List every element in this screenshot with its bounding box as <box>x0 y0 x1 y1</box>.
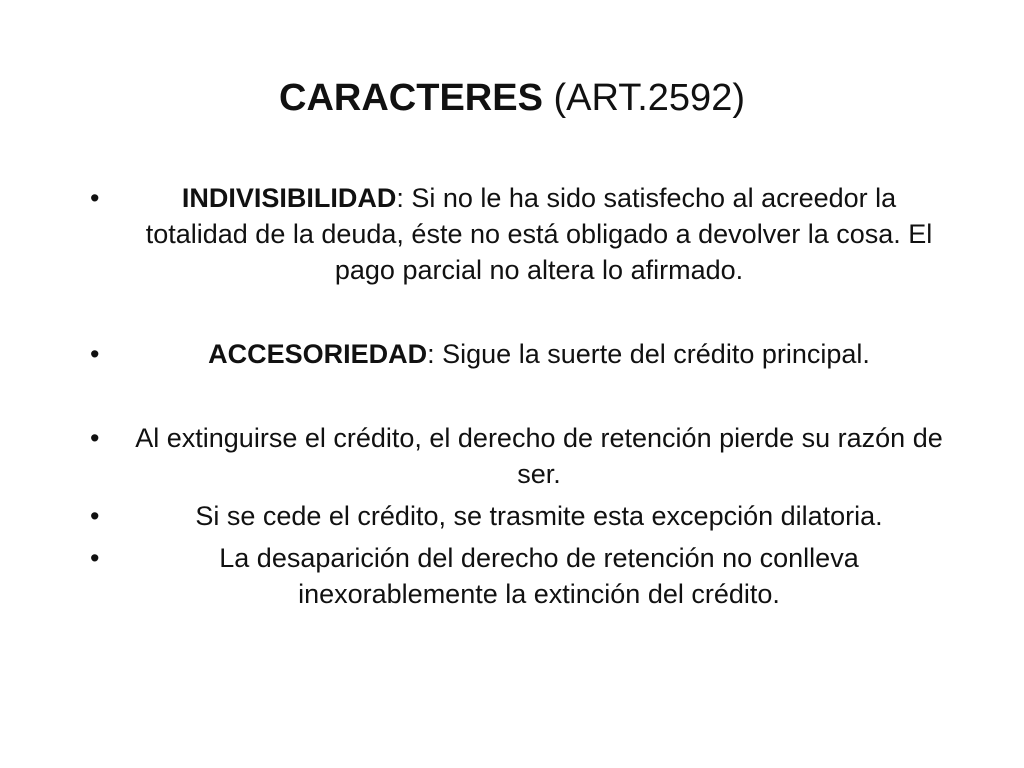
bullet-icon: • <box>90 501 100 531</box>
bullet-icon: • <box>90 543 100 573</box>
slide-title <box>0 72 1024 124</box>
bullet-item-accesoriedad <box>90 336 950 372</box>
title-bold: CARACTERES <box>279 77 543 119</box>
bullet-text: : Si no le ha sido satisfecho al acreedor la totalidad de la deuda, éste no está obligado a devolver la cosa. El pago parcial no altera lo afirmado. <box>145 183 933 285</box>
bullet-text: La desaparición del derecho de retención no conlleva inexorablemente la extinción del crédito. <box>219 543 859 609</box>
bullet-icon: • <box>90 423 100 453</box>
title-rest: (ART.2592) <box>542 77 745 119</box>
bullet-list <box>90 180 950 612</box>
bullet-icon: • <box>90 183 100 213</box>
bullet-text: Si se cede el crédito, se trasmite esta excepción dilatoria. <box>195 501 883 531</box>
bullet-item-desaparicion <box>90 540 950 612</box>
bullet-term: INDIVISIBILIDAD <box>181 183 397 213</box>
bullet-item-cesion <box>90 498 950 534</box>
bullet-icon: • <box>90 339 100 369</box>
bullet-item-extincion <box>90 420 950 492</box>
bullet-text: : Sigue la suerte del crédito principal. <box>427 339 870 369</box>
bullet-text: Al extinguirse el crédito, el derecho de retención pierde su razón de ser. <box>135 423 943 489</box>
bullet-term: ACCESORIEDAD <box>208 339 428 369</box>
bullet-item-indivisibilidad <box>90 180 950 288</box>
